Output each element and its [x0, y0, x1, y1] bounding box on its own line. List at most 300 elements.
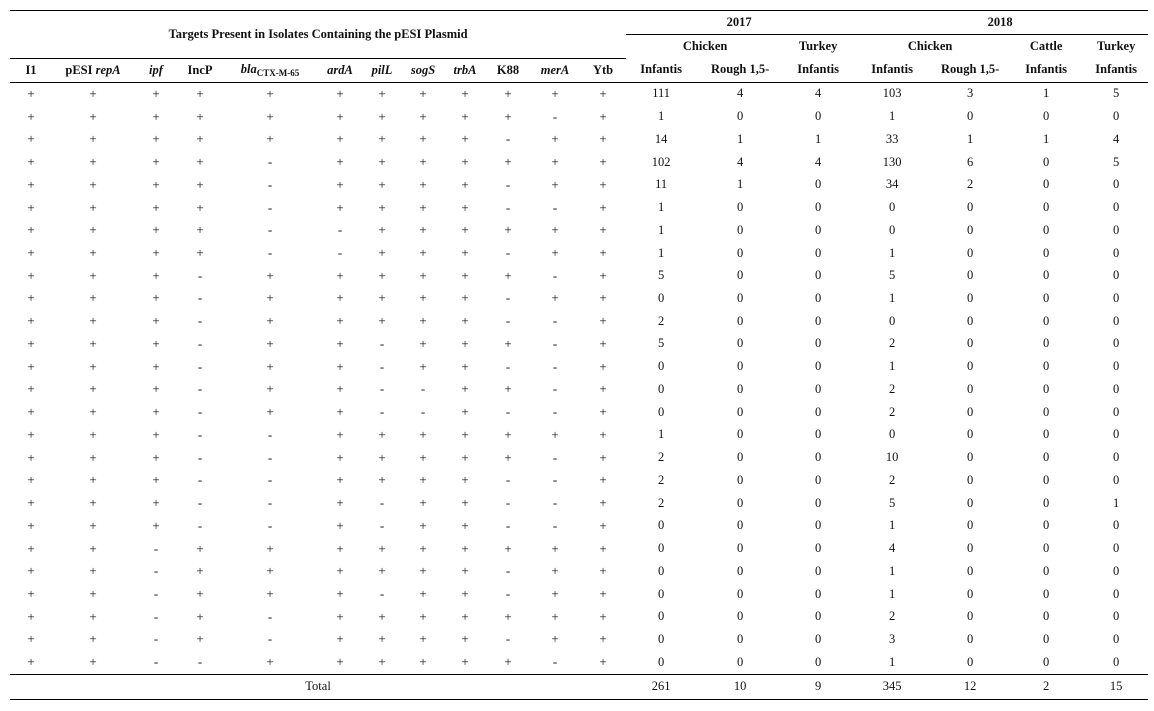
- target-cell: -: [505, 199, 511, 215]
- count-cell: 6: [967, 154, 974, 169]
- table-row: [10, 378, 1148, 401]
- target-cell: -: [197, 472, 203, 488]
- target-cell: +: [336, 495, 344, 511]
- count-cell: 0: [1043, 359, 1050, 374]
- target-cell: +: [419, 586, 427, 602]
- target-cell: -: [552, 313, 558, 329]
- target-cell: +: [89, 154, 97, 170]
- target-cell: +: [336, 131, 344, 147]
- target-cell: -: [505, 245, 511, 260]
- source-2018-cattle: Cattle: [1029, 39, 1063, 53]
- target-cell: -: [505, 176, 511, 192]
- count-cell: 0: [737, 654, 744, 669]
- table-row: [10, 128, 1148, 151]
- target-cell: +: [461, 449, 469, 465]
- target-cell: +: [27, 586, 35, 602]
- count-cell: 0: [1043, 563, 1050, 578]
- count-cell: 0: [1043, 222, 1050, 237]
- target-cell: +: [461, 472, 469, 488]
- target-cell: -: [197, 654, 203, 670]
- count-cell: 0: [737, 381, 744, 396]
- target-cell: +: [461, 563, 469, 579]
- target-cell: -: [197, 313, 203, 329]
- target-cell: +: [152, 404, 160, 420]
- target-cell: +: [599, 267, 607, 283]
- target-cell: +: [461, 495, 469, 511]
- count-cell: 0: [815, 495, 822, 510]
- target-cell: +: [152, 131, 160, 147]
- count-cell: 0: [815, 245, 822, 260]
- count-cell: 0: [1043, 450, 1050, 465]
- count-cell: 3: [889, 631, 896, 646]
- target-cell: +: [196, 176, 204, 192]
- count-cell: 5: [889, 495, 896, 510]
- target-cell: -: [153, 563, 159, 579]
- target-cell: +: [336, 335, 344, 351]
- target-cell: +: [378, 631, 386, 647]
- table-body: [10, 82, 1148, 674]
- target-cell: -: [552, 517, 558, 533]
- target-cell: -: [420, 404, 426, 420]
- count-cell: 0: [815, 222, 822, 237]
- target-cell: +: [196, 608, 204, 624]
- count-cell: 1: [658, 427, 665, 442]
- target-cell: +: [27, 358, 35, 374]
- target-cell: +: [27, 495, 35, 511]
- target-cell: +: [196, 245, 204, 260]
- target-cell: -: [153, 540, 159, 556]
- count-cell: 1: [889, 290, 896, 305]
- target-cell: +: [336, 517, 344, 533]
- target-cell: +: [599, 108, 607, 124]
- total-value: 10: [696, 674, 784, 699]
- count-cell: 0: [815, 268, 822, 283]
- count-cell: 0: [967, 609, 974, 624]
- count-cell: 1: [889, 245, 896, 260]
- target-cell: +: [419, 313, 427, 329]
- target-cell: +: [27, 131, 35, 147]
- table-row: [10, 583, 1148, 606]
- target-cell: +: [504, 540, 512, 556]
- count-cell: 0: [967, 495, 974, 510]
- target-cell: -: [337, 222, 343, 238]
- target-cell: +: [27, 154, 35, 170]
- count-cell: 0: [658, 359, 665, 374]
- table-row: [10, 310, 1148, 333]
- target-cell: +: [599, 290, 607, 306]
- source-2018-turkey: Turkey: [1096, 39, 1136, 53]
- count-cell: 0: [815, 609, 822, 624]
- count-cell: 103: [882, 86, 902, 101]
- target-cell: -: [505, 586, 511, 602]
- target-cell: +: [336, 449, 344, 465]
- target-cell: +: [504, 654, 512, 670]
- count-cell: 1: [1043, 86, 1050, 101]
- target-cell: +: [599, 222, 607, 238]
- target-cell: -: [552, 267, 558, 283]
- count-cell: 0: [737, 200, 744, 215]
- target-cell: +: [551, 290, 559, 306]
- target-cell: +: [152, 154, 160, 170]
- target-cell: +: [551, 245, 559, 260]
- count-cell: 0: [967, 427, 974, 442]
- count-cell: 0: [1113, 290, 1120, 305]
- target-cell: -: [505, 404, 511, 420]
- target-cell: +: [419, 245, 427, 260]
- target-cell: +: [27, 381, 35, 397]
- count-cell: 0: [737, 336, 744, 351]
- col-ipf: ipf: [134, 58, 178, 82]
- target-cell: -: [552, 108, 558, 124]
- count-cell: 1: [658, 109, 665, 124]
- target-cell: -: [197, 358, 203, 374]
- target-cell: +: [27, 449, 35, 465]
- count-cell: 0: [658, 563, 665, 578]
- target-cell: +: [336, 85, 344, 101]
- target-cell: +: [419, 358, 427, 374]
- count-cell: 0: [967, 563, 974, 578]
- target-cell: +: [599, 131, 607, 147]
- count-cell: 0: [1043, 200, 1050, 215]
- target-cell: +: [461, 199, 469, 215]
- target-cell: +: [504, 426, 512, 442]
- count-cell: 0: [1113, 381, 1120, 396]
- target-cell: +: [89, 654, 97, 670]
- target-cell: -: [379, 586, 385, 602]
- count-cell: 2: [658, 472, 665, 487]
- target-cell: -: [552, 495, 558, 511]
- target-cell: +: [89, 426, 97, 442]
- target-cell: +: [419, 335, 427, 351]
- target-cell: -: [505, 563, 511, 579]
- table-row: [10, 196, 1148, 219]
- count-cell: 1: [815, 131, 822, 146]
- target-cell: +: [336, 154, 344, 170]
- col-repa-label: repA: [95, 62, 121, 77]
- col-pesi-label: pESI: [65, 62, 96, 77]
- count-cell: 0: [967, 404, 974, 419]
- target-cell: +: [599, 313, 607, 329]
- target-cell: -: [505, 495, 511, 511]
- count-cell: 0: [815, 404, 822, 419]
- col-bla-label: bla: [240, 62, 257, 76]
- count-cell: 0: [967, 268, 974, 283]
- target-cell: +: [266, 404, 274, 420]
- table-row: [10, 219, 1148, 242]
- target-cell: +: [27, 108, 35, 124]
- target-cell: -: [267, 449, 273, 465]
- count-cell: 0: [967, 472, 974, 487]
- count-cell: 2: [658, 313, 665, 328]
- target-cell: +: [599, 517, 607, 533]
- target-cell: +: [89, 404, 97, 420]
- target-cell: +: [89, 108, 97, 124]
- count-cell: 1: [1113, 495, 1120, 510]
- target-cell: +: [266, 313, 274, 329]
- count-cell: 4: [737, 86, 744, 101]
- target-cell: -: [153, 608, 159, 624]
- target-cell: +: [461, 108, 469, 124]
- table-row: [10, 560, 1148, 583]
- count-cell: 0: [815, 200, 822, 215]
- target-cell: -: [552, 449, 558, 465]
- count-cell: 0: [967, 222, 974, 237]
- count-cell: 0: [967, 109, 974, 124]
- target-cell: +: [461, 85, 469, 101]
- count-cell: 0: [1113, 177, 1120, 192]
- target-cell: +: [419, 426, 427, 442]
- count-cell: 0: [737, 404, 744, 419]
- target-cell: +: [419, 290, 427, 306]
- col-2018-turkey-infantis: Infantis: [1084, 58, 1148, 82]
- target-cell: -: [267, 199, 273, 215]
- target-cell: +: [461, 654, 469, 670]
- count-cell: 0: [737, 563, 744, 578]
- target-cell: -: [197, 404, 203, 420]
- target-cell: -: [379, 404, 385, 420]
- col-trba: trbA: [444, 58, 486, 82]
- col-bla-ctx-m-65: [222, 58, 318, 82]
- target-cell: +: [378, 199, 386, 215]
- count-cell: 0: [1113, 586, 1120, 601]
- target-cell: +: [27, 426, 35, 442]
- target-cell: +: [461, 517, 469, 533]
- source-2018-chicken: Chicken: [907, 39, 953, 53]
- target-cell: +: [196, 108, 204, 124]
- count-cell: 0: [967, 336, 974, 351]
- count-cell: 0: [1113, 472, 1120, 487]
- target-cell: +: [266, 654, 274, 670]
- target-cell: +: [152, 449, 160, 465]
- count-cell: 0: [1043, 336, 1050, 351]
- col-i1: I1: [10, 58, 52, 82]
- target-cell: +: [89, 267, 97, 283]
- count-cell: 1: [889, 586, 896, 601]
- count-cell: 0: [658, 404, 665, 419]
- target-cell: +: [599, 540, 607, 556]
- target-cell: +: [89, 563, 97, 579]
- col-2017-chicken-rough: Rough 1,5-: [696, 58, 784, 82]
- target-cell: +: [378, 267, 386, 283]
- target-cell: +: [461, 222, 469, 238]
- count-cell: 1: [889, 359, 896, 374]
- target-cell: +: [152, 381, 160, 397]
- target-cell: +: [419, 654, 427, 670]
- target-cell: +: [196, 586, 204, 602]
- target-cell: +: [461, 313, 469, 329]
- count-cell: 0: [658, 518, 665, 533]
- target-cell: +: [551, 131, 559, 147]
- count-cell: 0: [737, 427, 744, 442]
- target-cell: +: [599, 199, 607, 215]
- target-cell: +: [599, 449, 607, 465]
- count-cell: 0: [815, 541, 822, 556]
- count-cell: 0: [889, 427, 896, 442]
- target-cell: +: [27, 472, 35, 488]
- target-cell: -: [505, 472, 511, 488]
- count-cell: 0: [737, 518, 744, 533]
- count-cell: 0: [815, 563, 822, 578]
- col-sogs: sogS: [402, 58, 444, 82]
- target-cell: -: [505, 313, 511, 329]
- target-cell: +: [419, 540, 427, 556]
- target-cell: -: [379, 358, 385, 374]
- target-cell: +: [461, 631, 469, 647]
- total-value: 345: [852, 674, 932, 699]
- count-cell: 0: [658, 631, 665, 646]
- count-cell: 0: [967, 450, 974, 465]
- target-cell: +: [152, 199, 160, 215]
- target-cell: +: [27, 608, 35, 624]
- count-cell: 0: [1043, 177, 1050, 192]
- target-cell: +: [266, 381, 274, 397]
- count-cell: 0: [889, 200, 896, 215]
- target-cell: -: [197, 495, 203, 511]
- target-cell: +: [89, 245, 97, 260]
- target-cell: -: [552, 404, 558, 420]
- target-cell: +: [89, 176, 97, 192]
- target-cell: -: [552, 358, 558, 374]
- target-cell: +: [461, 154, 469, 170]
- count-cell: 0: [737, 268, 744, 283]
- target-cell: +: [551, 608, 559, 624]
- count-cell: 111: [652, 86, 671, 101]
- count-cell: 0: [1113, 631, 1120, 646]
- count-cell: 0: [1113, 654, 1120, 669]
- target-cell: +: [599, 586, 607, 602]
- target-cell: -: [267, 245, 273, 260]
- count-cell: 0: [967, 245, 974, 260]
- count-cell: 0: [1043, 541, 1050, 556]
- target-cell: +: [336, 608, 344, 624]
- count-cell: 0: [737, 222, 744, 237]
- target-cell: +: [266, 85, 274, 101]
- target-cell: +: [378, 85, 386, 101]
- target-cell: +: [27, 631, 35, 647]
- target-cell: +: [504, 85, 512, 101]
- count-cell: 0: [1043, 609, 1050, 624]
- target-cell: -: [267, 176, 273, 192]
- count-cell: 0: [967, 541, 974, 556]
- count-cell: 0: [1043, 109, 1050, 124]
- count-cell: 1: [967, 131, 974, 146]
- target-cell: -: [267, 222, 273, 238]
- target-cell: +: [419, 472, 427, 488]
- count-cell: 0: [1113, 427, 1120, 442]
- target-cell: +: [152, 85, 160, 101]
- col-2018-chicken-infantis: Infantis: [852, 58, 932, 82]
- table-row: [10, 333, 1148, 356]
- count-cell: 0: [737, 450, 744, 465]
- table-row: [10, 514, 1148, 537]
- target-cell: +: [27, 517, 35, 533]
- target-cell: +: [599, 335, 607, 351]
- table-footer: [10, 674, 1148, 699]
- target-cell: +: [461, 245, 469, 260]
- count-cell: 4: [889, 541, 896, 556]
- target-cell: -: [153, 631, 159, 647]
- count-cell: 0: [815, 381, 822, 396]
- target-cell: +: [196, 154, 204, 170]
- target-cell: -: [552, 199, 558, 215]
- count-cell: 0: [815, 631, 822, 646]
- count-cell: 2: [889, 404, 896, 419]
- count-cell: 0: [815, 586, 822, 601]
- target-cell: +: [599, 176, 607, 192]
- count-cell: 0: [1113, 109, 1120, 124]
- count-cell: 0: [889, 313, 896, 328]
- target-cell: +: [27, 654, 35, 670]
- target-cell: +: [266, 131, 274, 147]
- target-cell: -: [197, 267, 203, 283]
- target-cell: -: [379, 517, 385, 533]
- target-cell: +: [152, 426, 160, 442]
- count-cell: 0: [1043, 654, 1050, 669]
- count-cell: 0: [658, 586, 665, 601]
- target-cell: +: [266, 563, 274, 579]
- target-cell: +: [461, 540, 469, 556]
- count-cell: 2: [889, 609, 896, 624]
- count-cell: 4: [737, 154, 744, 169]
- count-cell: 0: [1043, 154, 1050, 169]
- count-cell: 0: [1113, 450, 1120, 465]
- target-cell: -: [197, 517, 203, 533]
- col-ctx-subscript: CTX-M-65: [256, 68, 300, 78]
- count-cell: 0: [737, 631, 744, 646]
- col-2018-cattle-infantis: Infantis: [1008, 58, 1084, 82]
- target-cell: +: [419, 131, 427, 147]
- target-cell: +: [419, 85, 427, 101]
- target-cell: -: [552, 335, 558, 351]
- count-cell: 1: [737, 177, 744, 192]
- count-cell: 10: [885, 450, 899, 465]
- target-cell: +: [419, 154, 427, 170]
- target-cell: +: [461, 358, 469, 374]
- target-cell: +: [551, 631, 559, 647]
- table-row: [10, 264, 1148, 287]
- target-cell: +: [196, 85, 204, 101]
- count-cell: 0: [737, 495, 744, 510]
- target-cell: -: [267, 517, 273, 533]
- count-cell: 0: [1113, 200, 1120, 215]
- target-cell: +: [599, 608, 607, 624]
- year-2018: 2018: [852, 11, 1148, 35]
- target-cell: +: [89, 495, 97, 511]
- count-cell: 0: [815, 359, 822, 374]
- target-cell: +: [89, 540, 97, 556]
- target-cell: +: [27, 313, 35, 329]
- count-cell: 0: [737, 245, 744, 260]
- target-cell: +: [419, 517, 427, 533]
- target-cell: +: [504, 335, 512, 351]
- col-mera: merA: [530, 58, 580, 82]
- count-cell: 0: [1043, 381, 1050, 396]
- target-cell: +: [551, 176, 559, 192]
- target-cell: -: [267, 426, 273, 442]
- count-cell: 0: [1043, 631, 1050, 646]
- target-cell: +: [336, 381, 344, 397]
- count-cell: 0: [1113, 222, 1120, 237]
- target-cell: +: [461, 608, 469, 624]
- target-cell: -: [379, 495, 385, 511]
- target-cell: -: [267, 608, 273, 624]
- count-cell: 0: [658, 541, 665, 556]
- table-header: [10, 11, 1148, 83]
- target-cell: -: [379, 381, 385, 397]
- target-cell: +: [599, 426, 607, 442]
- count-cell: 2: [658, 450, 665, 465]
- count-cell: 0: [967, 654, 974, 669]
